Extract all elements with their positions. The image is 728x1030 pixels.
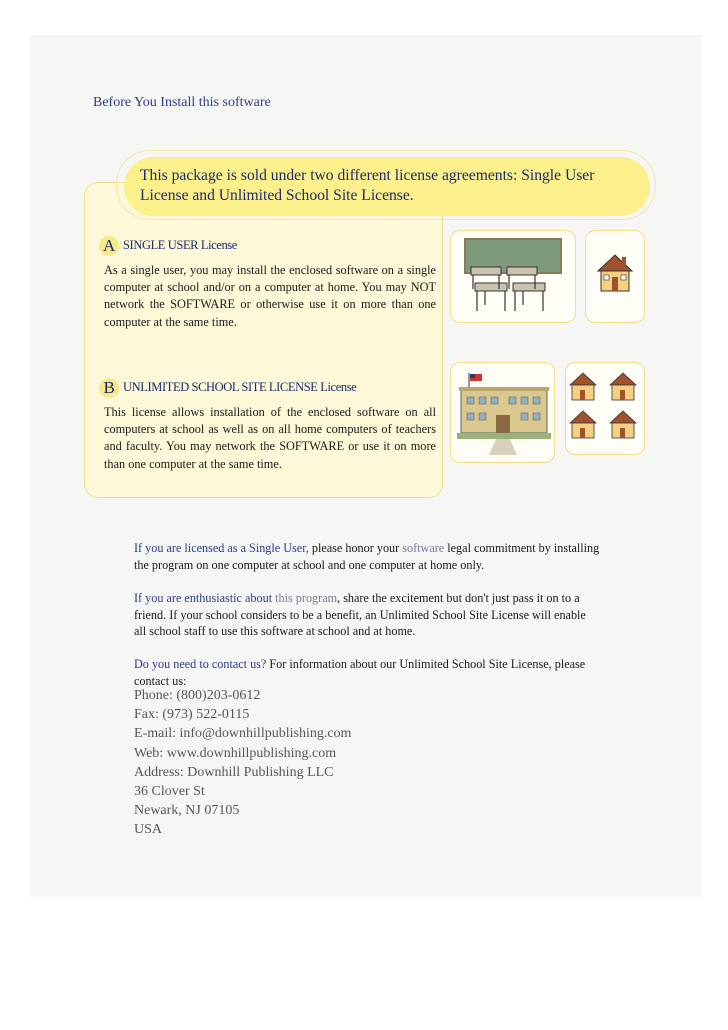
section-b-title (99, 378, 356, 398)
license-banner (124, 157, 650, 216)
contact-address-line4: USA (134, 822, 163, 838)
para1-accent: software (402, 541, 445, 555)
section-a-title-text: SINGLE USER License (123, 238, 237, 252)
classroom-illustration-box (450, 230, 576, 323)
school-building-illustration (451, 363, 554, 462)
section-b-letter: B (99, 378, 119, 398)
contact-address-line3: Newark, NJ 07105 (134, 803, 240, 819)
house-icon (586, 231, 644, 322)
section-a-letter: A (99, 236, 119, 256)
page-title: Before You Install this software (93, 95, 271, 110)
contact-phone: Phone: (800)203-0612 (134, 688, 261, 703)
para1-lead: If you are licensed as a Single User, (134, 541, 309, 555)
paragraph-single-user (134, 540, 600, 573)
houses-icon (566, 363, 644, 454)
classroom-illustration (451, 231, 575, 322)
section-a-text: As a single user, you may install the enclosed software on a single computer at school and/or on a computer at home. You may NOT network the SOFTWARE or otherwise use it on more than one computer at the same time. (104, 263, 436, 329)
para3-rest: For information about our Unlimited School Site License, please contact us: (134, 657, 586, 688)
paragraph-enthusiastic (134, 590, 600, 640)
houses-icon-box (565, 362, 645, 455)
para2-accent: this program (272, 591, 338, 605)
contact-web: Web: www.downhillpublishing.com (134, 745, 337, 761)
para2-lead: If you are enthusiastic about (134, 591, 273, 605)
section-b-text: This license allows installation of the enclosed software on all computers at school as well as on all home computers of teachers and faculty. You may network the SOFTWARE or use it on more than one computer at the same time. (104, 405, 436, 471)
para1-mid: please honor your (308, 541, 403, 555)
para1-rest: legal commitment by installing the program on one computer at school and one computer at home only. (134, 541, 600, 572)
section-b-title-text: UNLIMITED SCHOOL SITE LICENSE License (123, 380, 357, 394)
para3-lead: Do you need to contact us? (134, 657, 267, 671)
house-icon-box (585, 230, 645, 323)
contact-block (134, 686, 351, 840)
para2-rest: , share the excitement but don't just pass it on to a friend. If your school considers to be a benefit, an Unlimited School Site License will enable all school staff to use this software at school and at home. (134, 591, 586, 638)
section-a-title (99, 236, 237, 256)
contact-address-line1: Address: Downhill Publishing LLC (134, 764, 334, 780)
school-building-box (450, 362, 555, 463)
paragraph-contact (134, 656, 600, 689)
contact-address-line2: 36 Clover St (134, 784, 205, 800)
contact-email: E-mail: info@downhillpublishing.com (134, 726, 352, 742)
contact-fax: Fax: (973) 522-0115 (134, 707, 250, 723)
banner-text: This package is sold under two different license agreements: Single User License and Unlimited School Site License. (140, 167, 595, 204)
